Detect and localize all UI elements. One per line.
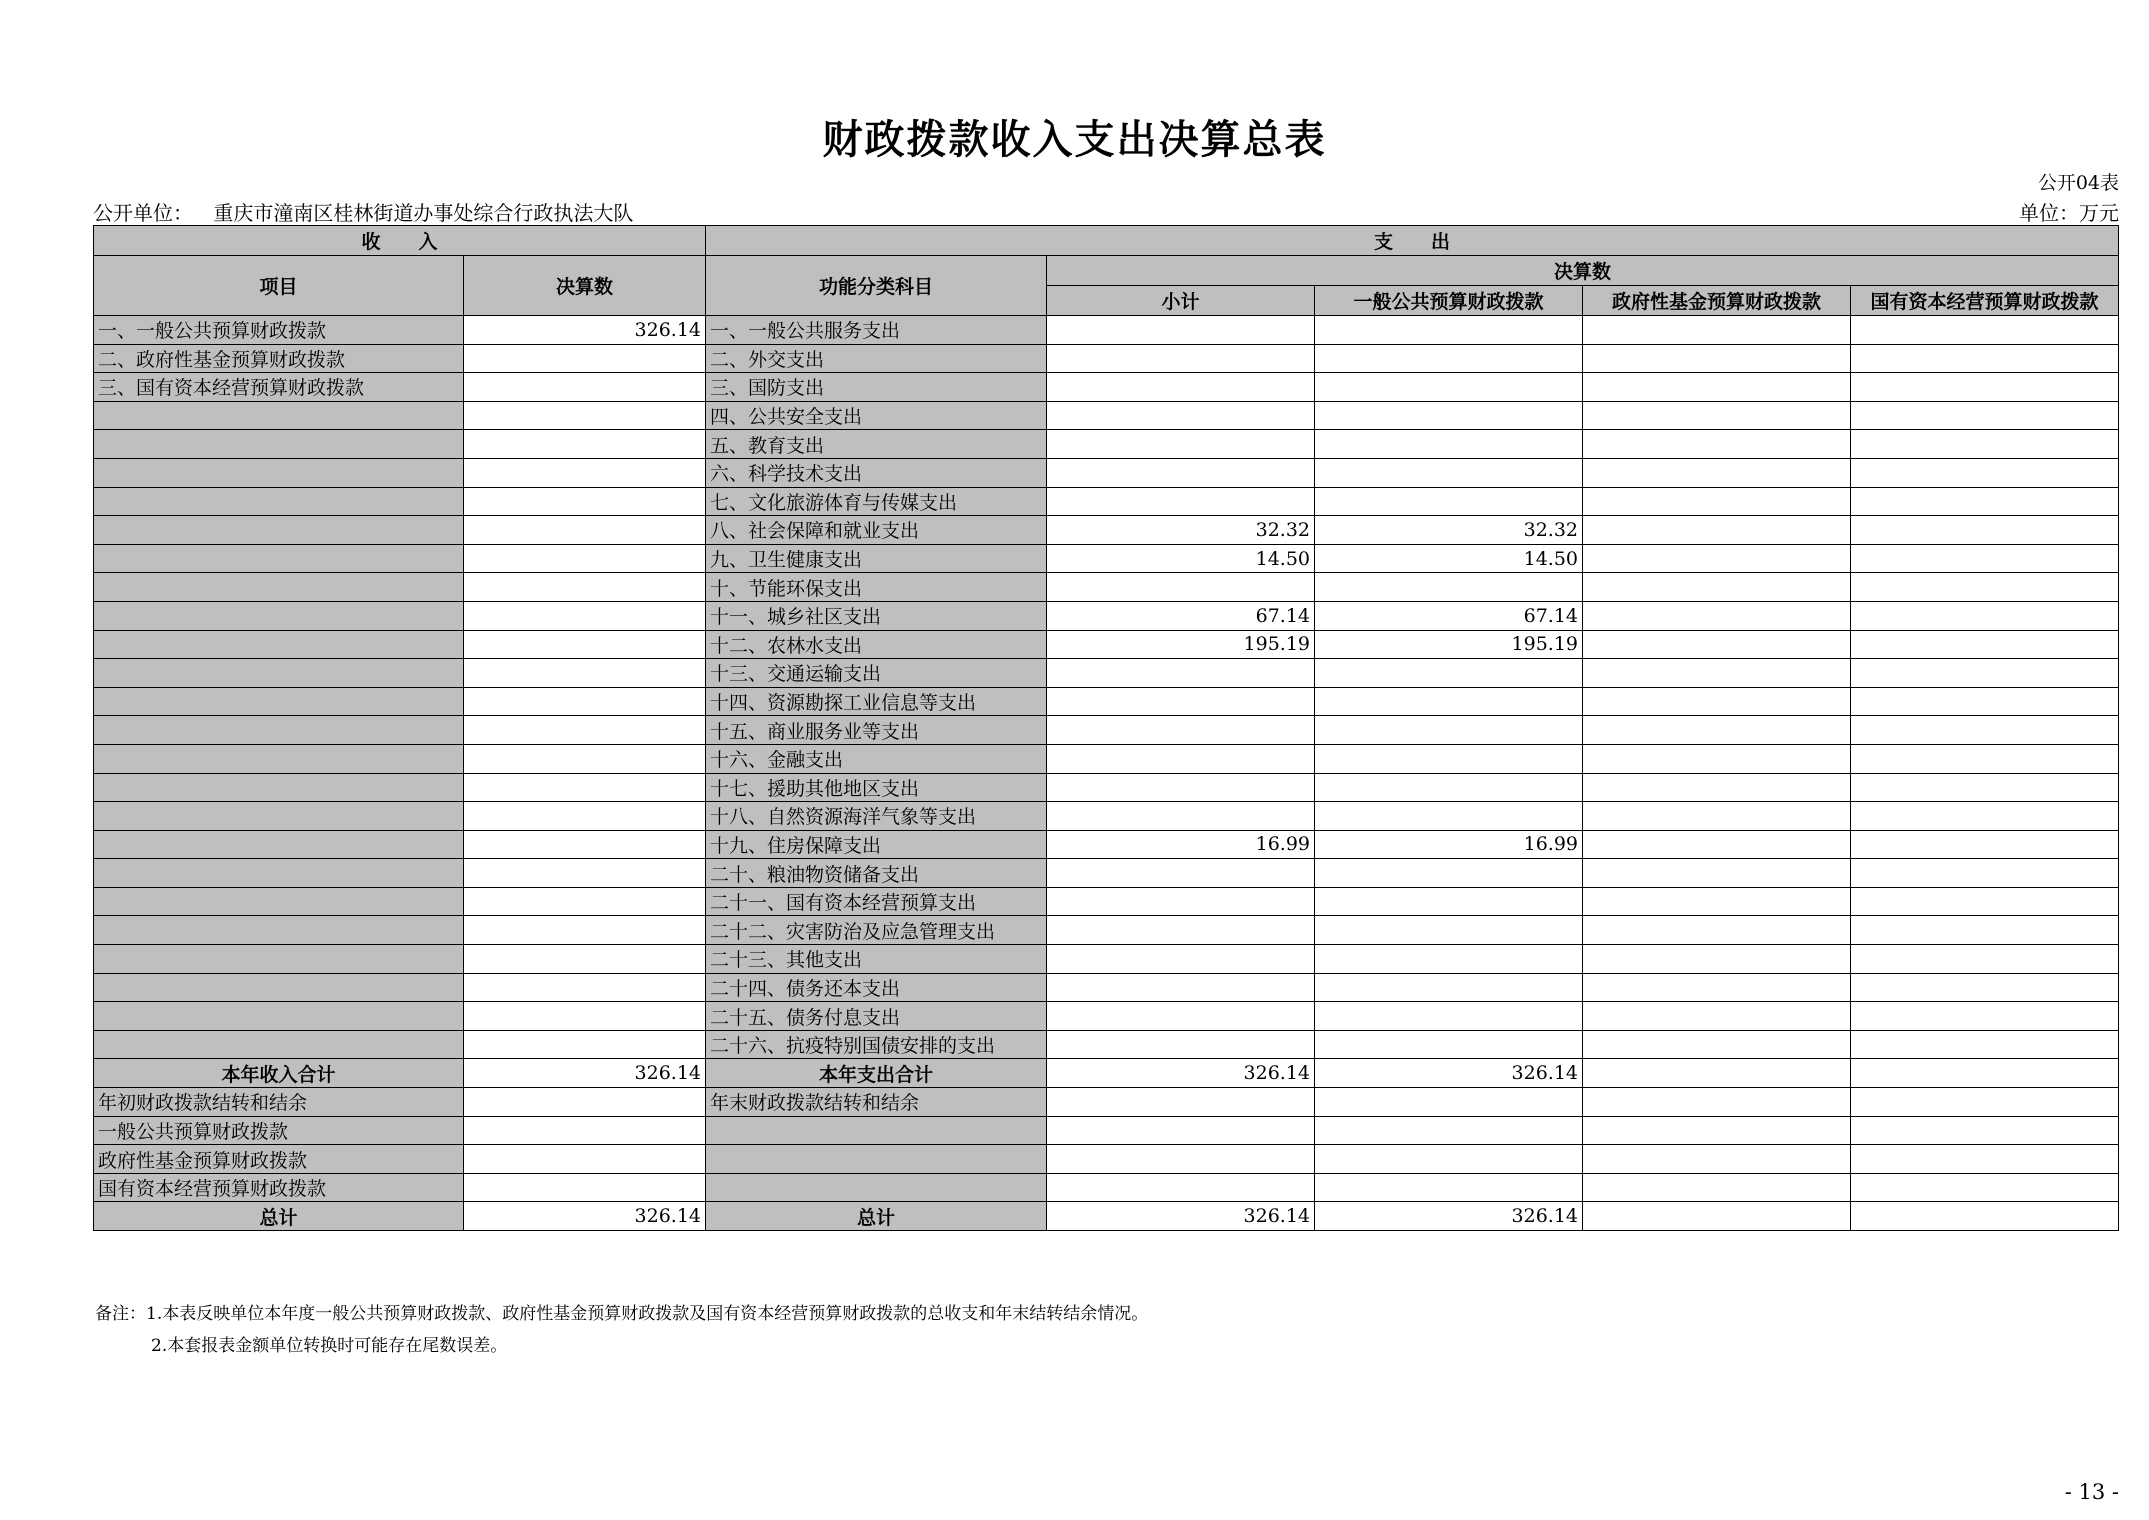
- income-label: 本年收入合计: [94, 1059, 464, 1088]
- state-capital-cell: [1851, 316, 2119, 345]
- general-budget-cell: [1315, 744, 1583, 773]
- subtotal-cell: 67.14: [1047, 601, 1315, 630]
- state-capital-cell: [1851, 487, 2119, 516]
- gov-fund-cell: [1583, 601, 1851, 630]
- expense-item: [706, 1116, 1047, 1145]
- carryover-row: [94, 1088, 2119, 1117]
- header-row-2: [94, 256, 2119, 286]
- income-amount: [464, 830, 706, 859]
- gov-fund-cell: [1583, 344, 1851, 373]
- table-row: [94, 430, 2119, 459]
- gov-fund-cell: [1583, 1173, 1851, 1202]
- expense-item: 十九、住房保障支出: [706, 830, 1047, 859]
- subtotal-cell: 195.19: [1047, 630, 1315, 659]
- income-item: [94, 773, 464, 802]
- state-capital-cell: [1851, 830, 2119, 859]
- income-amount: [464, 630, 706, 659]
- income-item: 一般公共预算财政拨款: [94, 1116, 464, 1145]
- state-capital-cell: [1851, 916, 2119, 945]
- gov-fund-cell: [1583, 1145, 1851, 1174]
- expense-item: 二十五、债务付息支出: [706, 1002, 1047, 1031]
- reporting-unit: [93, 197, 633, 226]
- general-budget-cell: [1315, 1173, 1583, 1202]
- expense-item: 五、教育支出: [706, 430, 1047, 459]
- income-amount: 326.14: [464, 316, 706, 345]
- income-item: [94, 430, 464, 459]
- general-budget-cell: [1315, 859, 1583, 888]
- currency-unit: 单位：万元: [2019, 201, 2119, 225]
- state-capital-cell: [1851, 659, 2119, 688]
- state-capital-cell: [1851, 887, 2119, 916]
- item-header: 项目: [94, 256, 464, 316]
- general-budget-cell: [1315, 887, 1583, 916]
- state-capital-cell: [1851, 973, 2119, 1002]
- subtotal-cell: [1047, 1145, 1315, 1174]
- subtotal-cell: [1047, 458, 1315, 487]
- gov-fund-cell: [1583, 802, 1851, 831]
- subtotal-cell: 32.32: [1047, 516, 1315, 545]
- gov-fund-cell: [1583, 659, 1851, 688]
- table-row: [94, 1030, 2119, 1059]
- state-capital-header: 国有资本经营预算财政拨款: [1851, 286, 2119, 316]
- note-2: 2.本套报表金额单位转换时可能存在尾数误差。: [151, 1336, 508, 1356]
- expense-item: 二、外交支出: [706, 344, 1047, 373]
- income-amount: 326.14: [464, 1202, 706, 1231]
- income-amount: [464, 916, 706, 945]
- general-budget-cell: [1315, 401, 1583, 430]
- subtotal-cell: [1047, 1002, 1315, 1031]
- general-budget-cell: [1315, 687, 1583, 716]
- table-row: [94, 659, 2119, 688]
- gov-fund-cell: [1583, 1116, 1851, 1145]
- income-amount: [464, 487, 706, 516]
- subtotal-cell: [1047, 487, 1315, 516]
- income-label: 总计: [94, 1202, 464, 1231]
- income-item: [94, 973, 464, 1002]
- expense-item: 十二、农林水支出: [706, 630, 1047, 659]
- state-capital-cell: [1851, 516, 2119, 545]
- general-budget-cell: 326.14: [1315, 1202, 1583, 1231]
- income-item: [94, 687, 464, 716]
- subtotal-cell: [1047, 687, 1315, 716]
- income-item: [94, 630, 464, 659]
- gov-fund-cell: [1583, 1059, 1851, 1088]
- income-amount: [464, 601, 706, 630]
- state-capital-cell: [1851, 1002, 2119, 1031]
- table-row: [94, 544, 2119, 573]
- income-amount: [464, 773, 706, 802]
- income-item: [94, 487, 464, 516]
- expense-item: 二十四、债务还本支出: [706, 973, 1047, 1002]
- expense-label: 总计: [706, 1202, 1047, 1231]
- general-budget-cell: [1315, 1145, 1583, 1174]
- income-item: [94, 802, 464, 831]
- table-row: [94, 630, 2119, 659]
- income-amount: [464, 1088, 706, 1117]
- general-budget-cell: 32.32: [1315, 516, 1583, 545]
- general-budget-cell: 16.99: [1315, 830, 1583, 859]
- subtotal-cell: [1047, 916, 1315, 945]
- gov-fund-cell: [1583, 859, 1851, 888]
- general-budget-cell: [1315, 458, 1583, 487]
- state-capital-cell: [1851, 716, 2119, 745]
- general-budget-cell: [1315, 1116, 1583, 1145]
- table-row: [94, 773, 2119, 802]
- table-row: [94, 373, 2119, 402]
- income-amount: 326.14: [464, 1059, 706, 1088]
- income-amount: [464, 373, 706, 402]
- subtotal-cell: 16.99: [1047, 830, 1315, 859]
- expense-item: [706, 1145, 1047, 1174]
- expense-item: 十八、自然资源海洋气象等支出: [706, 802, 1047, 831]
- subtotal-cell: [1047, 344, 1315, 373]
- expense-item: 六、科学技术支出: [706, 458, 1047, 487]
- general-budget-cell: [1315, 1088, 1583, 1117]
- expense-item: 十三、交通运输支出: [706, 659, 1047, 688]
- table-row: [94, 401, 2119, 430]
- income-item: [94, 716, 464, 745]
- general-budget-cell: [1315, 973, 1583, 1002]
- carryover-row: [94, 1116, 2119, 1145]
- subtotal-cell: [1047, 401, 1315, 430]
- income-item: 一、一般公共预算财政拨款: [94, 316, 464, 345]
- gov-fund-cell: [1583, 401, 1851, 430]
- income-item: [94, 744, 464, 773]
- income-item: [94, 916, 464, 945]
- gov-fund-header: 政府性基金预算财政拨款: [1583, 286, 1851, 316]
- notes: [95, 1298, 1148, 1362]
- state-capital-cell: [1851, 945, 2119, 974]
- state-capital-cell: [1851, 859, 2119, 888]
- unit-name: 重庆市潼南区桂林街道办事处综合行政执法大队: [213, 201, 634, 225]
- note-1: 备注：1.本表反映单位本年度一般公共预算财政拨款、政府性基金预算财政拨款及国有资本经营预算财政拨款的总收支和年末结转结余情况。: [95, 1304, 1149, 1324]
- income-item: [94, 887, 464, 916]
- general-budget-cell: [1315, 945, 1583, 974]
- expense-item: 七、文化旅游体育与传媒支出: [706, 487, 1047, 516]
- state-capital-cell: [1851, 687, 2119, 716]
- expense-label: 本年支出合计: [706, 1059, 1047, 1088]
- subtotal-cell: 14.50: [1047, 544, 1315, 573]
- subtotal-cell: [1047, 430, 1315, 459]
- table-row: [94, 1002, 2119, 1031]
- expense-item: 四、公共安全支出: [706, 401, 1047, 430]
- expense-header: 支 出: [706, 226, 2119, 256]
- general-budget-cell: [1315, 487, 1583, 516]
- income-amount: [464, 1173, 706, 1202]
- expense-item: 一、一般公共服务支出: [706, 316, 1047, 345]
- subtotal-cell: [1047, 659, 1315, 688]
- income-amount: [464, 401, 706, 430]
- income-amount: [464, 1002, 706, 1031]
- income-item: [94, 830, 464, 859]
- income-item: [94, 1030, 464, 1059]
- gov-fund-cell: [1583, 630, 1851, 659]
- table-row: [94, 601, 2119, 630]
- income-item: 国有资本经营预算财政拨款: [94, 1173, 464, 1202]
- expense-item: 三、国防支出: [706, 373, 1047, 402]
- expense-item: 二十六、抗疫特别国债安排的支出: [706, 1030, 1047, 1059]
- income-item: [94, 516, 464, 545]
- state-capital-cell: [1851, 1088, 2119, 1117]
- table-row: [94, 744, 2119, 773]
- gov-fund-cell: [1583, 458, 1851, 487]
- income-item: [94, 945, 464, 974]
- table-row: [94, 573, 2119, 602]
- general-budget-cell: [1315, 802, 1583, 831]
- subtotal-cell: [1047, 887, 1315, 916]
- general-budget-cell: [1315, 1002, 1583, 1031]
- general-budget-cell: 326.14: [1315, 1059, 1583, 1088]
- gov-fund-cell: [1583, 316, 1851, 345]
- general-budget-cell: [1315, 373, 1583, 402]
- income-amount: [464, 744, 706, 773]
- subtotal-header: 小计: [1047, 286, 1315, 316]
- subtotal-cell: [1047, 716, 1315, 745]
- subtotal-cell: [1047, 573, 1315, 602]
- income-item: [94, 859, 464, 888]
- income-amount: [464, 1145, 706, 1174]
- subtotal-cell: [1047, 373, 1315, 402]
- subtotal-cell: [1047, 859, 1315, 888]
- table-row: [94, 859, 2119, 888]
- gov-fund-cell: [1583, 830, 1851, 859]
- state-capital-cell: [1851, 1116, 2119, 1145]
- subtotal-cell: [1047, 744, 1315, 773]
- table-row: [94, 687, 2119, 716]
- income-item: 政府性基金预算财政拨款: [94, 1145, 464, 1174]
- general-budget-cell: 14.50: [1315, 544, 1583, 573]
- income-amount: [464, 659, 706, 688]
- general-budget-cell: [1315, 916, 1583, 945]
- income-item: [94, 601, 464, 630]
- state-capital-cell: [1851, 344, 2119, 373]
- gov-fund-cell: [1583, 487, 1851, 516]
- state-capital-cell: [1851, 773, 2119, 802]
- table-row: [94, 973, 2119, 1002]
- general-budget-header: 一般公共预算财政拨款: [1315, 286, 1583, 316]
- income-header: 收 入: [94, 226, 706, 256]
- income-amount: [464, 687, 706, 716]
- state-capital-cell: [1851, 1173, 2119, 1202]
- expense-item: 十五、商业服务业等支出: [706, 716, 1047, 745]
- income-item: [94, 544, 464, 573]
- income-amount: [464, 973, 706, 1002]
- budget-table: [93, 225, 2119, 1231]
- table-row: [94, 887, 2119, 916]
- carryover-row: [94, 1145, 2119, 1174]
- income-amount: [464, 945, 706, 974]
- table-row: [94, 316, 2119, 345]
- table-row: [94, 458, 2119, 487]
- header-row-1: [94, 226, 2119, 256]
- grand-total-row: [94, 1202, 2119, 1231]
- subtotal-cell: [1047, 945, 1315, 974]
- general-budget-cell: [1315, 659, 1583, 688]
- income-amount: [464, 573, 706, 602]
- gov-fund-cell: [1583, 716, 1851, 745]
- table-row: [94, 830, 2119, 859]
- subtotal-cell: 326.14: [1047, 1059, 1315, 1088]
- gov-fund-cell: [1583, 516, 1851, 545]
- table-row: [94, 344, 2119, 373]
- gov-fund-cell: [1583, 687, 1851, 716]
- gov-fund-cell: [1583, 744, 1851, 773]
- state-capital-cell: [1851, 744, 2119, 773]
- income-item: [94, 659, 464, 688]
- state-capital-cell: [1851, 401, 2119, 430]
- state-capital-cell: [1851, 1030, 2119, 1059]
- state-capital-cell: [1851, 430, 2119, 459]
- income-amount: [464, 516, 706, 545]
- final-amount-header: 决算数: [1047, 256, 2119, 286]
- gov-fund-cell: [1583, 1030, 1851, 1059]
- gov-fund-cell: [1583, 973, 1851, 1002]
- gov-fund-cell: [1583, 773, 1851, 802]
- expense-item: 二十一、国有资本经营预算支出: [706, 887, 1047, 916]
- state-capital-cell: [1851, 802, 2119, 831]
- expense-item: 八、社会保障和就业支出: [706, 516, 1047, 545]
- state-capital-cell: [1851, 458, 2119, 487]
- table-row: [94, 945, 2119, 974]
- general-budget-cell: [1315, 773, 1583, 802]
- table-row: [94, 716, 2119, 745]
- subtotal-cell: [1047, 1030, 1315, 1059]
- state-capital-cell: [1851, 1145, 2119, 1174]
- state-capital-cell: [1851, 630, 2119, 659]
- expense-item: 十六、金融支出: [706, 744, 1047, 773]
- income-amount: [464, 716, 706, 745]
- state-capital-cell: [1851, 1202, 2119, 1231]
- gov-fund-cell: [1583, 887, 1851, 916]
- gov-fund-cell: [1583, 916, 1851, 945]
- income-item: 三、国有资本经营预算财政拨款: [94, 373, 464, 402]
- income-item: 二、政府性基金预算财政拨款: [94, 344, 464, 373]
- general-budget-cell: [1315, 573, 1583, 602]
- income-amount: [464, 544, 706, 573]
- table-row: [94, 516, 2119, 545]
- carryover-row: [94, 1173, 2119, 1202]
- expense-item: 二十三、其他支出: [706, 945, 1047, 974]
- state-capital-cell: [1851, 544, 2119, 573]
- expense-item: 十一、城乡社区支出: [706, 601, 1047, 630]
- income-amount: [464, 802, 706, 831]
- form-number: 公开04表: [2037, 172, 2119, 194]
- gov-fund-cell: [1583, 945, 1851, 974]
- gov-fund-cell: [1583, 1088, 1851, 1117]
- income-item: [94, 401, 464, 430]
- expense-item: 二十、粮油物资储备支出: [706, 859, 1047, 888]
- general-budget-cell: 195.19: [1315, 630, 1583, 659]
- state-capital-cell: [1851, 373, 2119, 402]
- expense-item: 十四、资源勘探工业信息等支出: [706, 687, 1047, 716]
- income-item: [94, 458, 464, 487]
- table-row: [94, 916, 2119, 945]
- state-capital-cell: [1851, 573, 2119, 602]
- table-row: [94, 802, 2119, 831]
- gov-fund-cell: [1583, 1202, 1851, 1231]
- gov-fund-cell: [1583, 1002, 1851, 1031]
- state-capital-cell: [1851, 601, 2119, 630]
- expense-item: [706, 1173, 1047, 1202]
- expense-item: 十、节能环保支出: [706, 573, 1047, 602]
- general-budget-cell: [1315, 1030, 1583, 1059]
- expense-item: 九、卫生健康支出: [706, 544, 1047, 573]
- income-item: [94, 573, 464, 602]
- gov-fund-cell: [1583, 573, 1851, 602]
- income-amount: [464, 1030, 706, 1059]
- income-amount: [464, 430, 706, 459]
- general-budget-cell: [1315, 716, 1583, 745]
- subtotal-cell: [1047, 1116, 1315, 1145]
- general-budget-cell: [1315, 344, 1583, 373]
- subtotal-cell: [1047, 802, 1315, 831]
- subtotal-cell: 326.14: [1047, 1202, 1315, 1231]
- subtotal-cell: [1047, 316, 1315, 345]
- subtotal-cell: [1047, 773, 1315, 802]
- amount-header: 决算数: [464, 256, 706, 316]
- income-item: 年初财政拨款结转和结余: [94, 1088, 464, 1117]
- year-total-row: [94, 1059, 2119, 1088]
- expense-item: 二十二、灾害防治及应急管理支出: [706, 916, 1047, 945]
- unit-label: 公开单位：: [93, 201, 193, 225]
- gov-fund-cell: [1583, 373, 1851, 402]
- subtotal-cell: [1047, 973, 1315, 1002]
- general-budget-cell: [1315, 316, 1583, 345]
- income-amount: [464, 859, 706, 888]
- subtotal-cell: [1047, 1173, 1315, 1202]
- gov-fund-cell: [1583, 544, 1851, 573]
- gov-fund-cell: [1583, 430, 1851, 459]
- general-budget-cell: 67.14: [1315, 601, 1583, 630]
- income-amount: [464, 344, 706, 373]
- expense-item: 年末财政拨款结转和结余: [706, 1088, 1047, 1117]
- function-class-header: 功能分类科目: [706, 256, 1047, 316]
- subtotal-cell: [1047, 1088, 1315, 1117]
- income-amount: [464, 887, 706, 916]
- general-budget-cell: [1315, 430, 1583, 459]
- table-row: [94, 487, 2119, 516]
- page-number: - 13 -: [2064, 1480, 2119, 1504]
- page-title: 财政拨款收入支出决算总表: [822, 117, 1327, 163]
- state-capital-cell: [1851, 1059, 2119, 1088]
- expense-item: 十七、援助其他地区支出: [706, 773, 1047, 802]
- income-amount: [464, 1116, 706, 1145]
- income-item: [94, 1002, 464, 1031]
- income-amount: [464, 458, 706, 487]
